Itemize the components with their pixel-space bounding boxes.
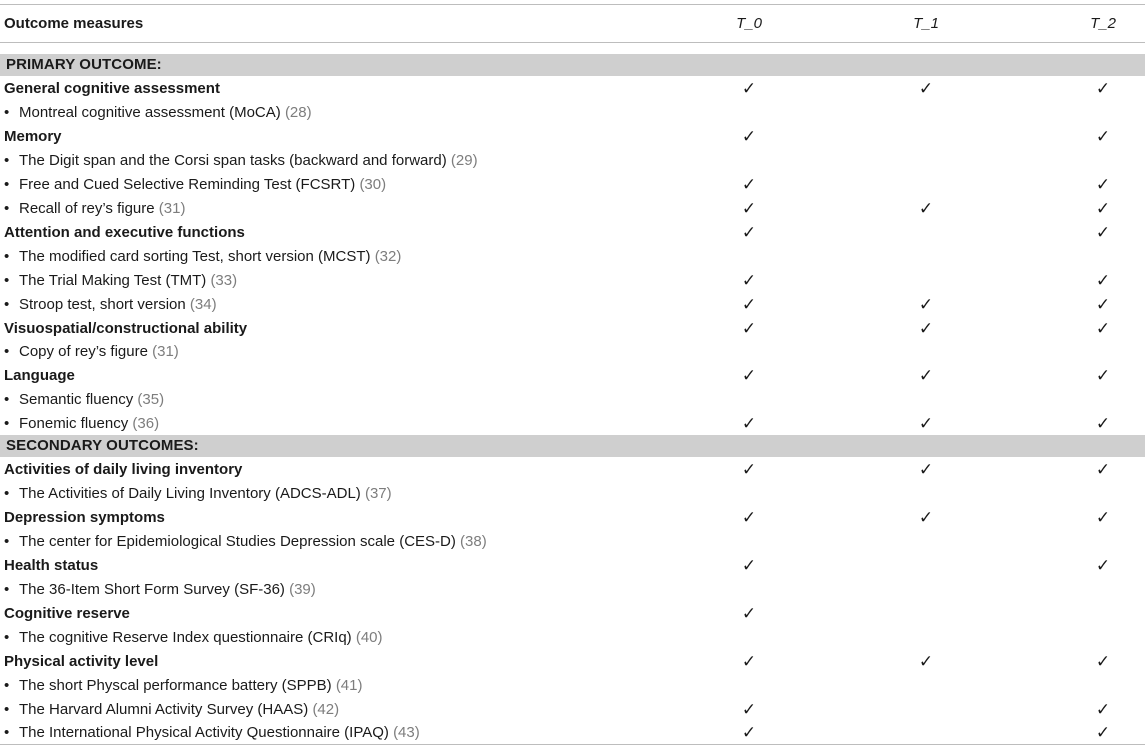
bullet-icon: • [4, 199, 10, 217]
measure-row [0, 246, 1145, 270]
section-title: SECONDARY OUTCOMES: [6, 437, 199, 454]
reference-number: (33) [210, 271, 238, 289]
measure-label [4, 272, 237, 289]
reference-number: (39) [289, 580, 316, 598]
checkmark-icon: ✓ [1095, 222, 1111, 242]
label-text: Attention and executive functions [4, 223, 245, 241]
checkmark-icon: ✓ [918, 366, 934, 386]
measure-label [4, 724, 420, 741]
checkmark-icon: ✓ [741, 198, 757, 218]
bullet-icon: • [4, 175, 10, 193]
measure-row [0, 389, 1145, 413]
checkmark-icon: ✓ [741, 79, 757, 98]
bullet-icon: • [4, 700, 10, 718]
category-label [4, 128, 62, 145]
label-text: Physical activity level [4, 652, 159, 670]
category-row [0, 603, 1145, 627]
measure-row [0, 413, 1145, 437]
label-text: The cognitive Reserve Index questionnaire (CRIq) [19, 628, 352, 646]
reference-number: (41) [335, 676, 363, 694]
measure-label [4, 152, 478, 169]
category-row [0, 318, 1145, 342]
checkmark-icon: ✓ [1095, 414, 1111, 434]
measure-label [4, 415, 159, 432]
label-text: Stroop test, short version [19, 295, 186, 313]
measure-row [0, 294, 1145, 318]
category-row [0, 459, 1145, 483]
measure-label [4, 629, 383, 646]
checkmark-icon: ✓ [1095, 699, 1111, 719]
bullet-icon: • [4, 103, 10, 121]
measure-row [0, 174, 1145, 198]
bullet-icon: • [4, 151, 10, 169]
checkmark-icon: ✓ [1095, 723, 1111, 743]
category-row [0, 651, 1145, 675]
measure-row [0, 627, 1145, 651]
bullet-icon: • [4, 628, 10, 646]
measure-row [0, 102, 1145, 126]
label-text: Montreal cognitive assessment (MoCA) [19, 103, 281, 121]
checkmark-icon: ✓ [741, 126, 757, 146]
label-text: Memory [4, 127, 62, 145]
category-row [0, 222, 1145, 246]
measure-label [4, 104, 312, 121]
label-text: The center for Epidemiological Studies Depression scale (CES-D) [19, 532, 456, 550]
reference-number: (40) [355, 628, 383, 646]
checkmark-icon: ✓ [1095, 651, 1111, 671]
checkmark-icon: ✓ [1095, 366, 1111, 386]
reference-number: (29) [450, 151, 478, 169]
reference-number: (31) [158, 199, 186, 217]
checkmark-icon: ✓ [1095, 174, 1111, 194]
reference-number: (30) [359, 175, 387, 193]
measure-row [0, 483, 1145, 507]
category-row [0, 555, 1145, 579]
table-header-row [0, 6, 1145, 42]
category-label [4, 605, 130, 622]
checkmark-icon: ✓ [918, 318, 934, 338]
reference-number: (34) [189, 295, 217, 313]
measure-label [4, 485, 392, 502]
measure-row [0, 675, 1145, 699]
label-text: Free and Cued Selective Reminding Test (FCSRT) [19, 175, 356, 193]
measure-row [0, 722, 1145, 746]
checkmark-icon: ✓ [918, 198, 934, 218]
checkmark-icon: ✓ [1095, 270, 1111, 290]
checkmark-icon: ✓ [1095, 460, 1111, 479]
label-text: Language [4, 367, 75, 385]
bullet-icon: • [4, 724, 10, 742]
measure-label [4, 296, 217, 313]
checkmark-icon: ✓ [918, 460, 934, 479]
checkmark-icon: ✓ [741, 318, 757, 338]
checkmark-icon: ✓ [741, 294, 757, 314]
measure-label [4, 176, 386, 193]
section-header [0, 435, 1145, 457]
bullet-icon: • [4, 415, 10, 433]
bullet-icon: • [4, 391, 10, 409]
checkmark-icon: ✓ [918, 651, 934, 671]
checkmark-icon: ✓ [918, 79, 934, 98]
checkmark-icon: ✓ [1095, 507, 1111, 527]
checkmark-icon: ✓ [1095, 126, 1111, 146]
measure-label [4, 343, 179, 360]
checkmark-icon: ✓ [741, 174, 757, 194]
category-row [0, 78, 1145, 102]
category-label [4, 367, 75, 384]
category-label [4, 224, 245, 241]
checkmark-icon: ✓ [918, 414, 934, 434]
bullet-icon: • [4, 247, 10, 265]
reference-number: (42) [312, 700, 340, 718]
label-text: The Trial Making Test (TMT) [19, 271, 207, 289]
reference-number: (36) [132, 415, 160, 433]
reference-number: (32) [374, 247, 402, 265]
label-text: The Activities of Daily Living Inventory (ADCS-ADL) [19, 484, 361, 502]
label-text: Fonemic fluency [19, 415, 129, 433]
table-top-rule [0, 4, 1145, 5]
label-text: The short Physcal performance battery (SPPB) [19, 676, 332, 694]
checkmark-icon: ✓ [741, 555, 757, 575]
checkmark-icon: ✓ [1095, 318, 1111, 338]
header-t1: T_1 [913, 15, 939, 32]
label-text: The modified card sorting Test, short version (MCST) [19, 247, 371, 265]
label-text: The Harvard Alumni Activity Survey (HAAS) [19, 700, 309, 718]
bullet-icon: • [4, 580, 10, 598]
reference-number: (37) [364, 484, 392, 502]
measure-row [0, 270, 1145, 294]
label-text: Health status [4, 556, 99, 574]
measure-label [4, 200, 185, 217]
header-t2: T_2 [1090, 15, 1116, 32]
category-label [4, 653, 158, 670]
bullet-icon: • [4, 484, 10, 502]
label-text: Activities of daily living inventory [4, 461, 243, 478]
label-text: The 36-Item Short Form Survey (SF-36) [19, 580, 285, 598]
reference-number: (38) [460, 532, 487, 550]
checkmark-icon: ✓ [741, 414, 757, 434]
checkmark-icon: ✓ [1095, 555, 1111, 575]
label-text: Semantic fluency [19, 391, 134, 409]
measure-row [0, 341, 1145, 365]
checkmark-icon: ✓ [918, 507, 934, 527]
category-label [4, 320, 247, 337]
bullet-icon: • [4, 295, 10, 313]
checkmark-icon: ✓ [741, 222, 757, 242]
category-label [4, 557, 98, 574]
label-text: Copy of rey’s figure [19, 343, 148, 361]
bullet-icon: • [4, 676, 10, 694]
checkmark-icon: ✓ [741, 366, 757, 386]
measure-label [4, 677, 363, 694]
checkmark-icon: ✓ [741, 270, 757, 290]
label-text: Depression symptoms [4, 508, 165, 526]
category-row [0, 507, 1145, 531]
measure-row [0, 699, 1145, 723]
label-text: Recall of rey’s figure [19, 199, 155, 217]
reference-number: (28) [284, 103, 312, 121]
measure-label [4, 533, 487, 550]
category-row [0, 126, 1145, 150]
measure-row [0, 150, 1145, 174]
bullet-icon: • [4, 343, 10, 361]
label-text: Visuospatial/constructional ability [4, 319, 248, 337]
measure-row [0, 531, 1145, 555]
checkmark-icon: ✓ [741, 651, 757, 671]
reference-number: (35) [137, 391, 165, 409]
reference-number: (31) [152, 343, 179, 361]
label-text: Cognitive reserve [4, 604, 130, 622]
header-outcome-measures: Outcome measures [4, 15, 144, 32]
category-label [4, 509, 165, 526]
checkmark-icon: ✓ [741, 507, 757, 527]
checkmark-icon: ✓ [918, 294, 934, 314]
reference-number: (43) [393, 724, 420, 742]
checkmark-icon: ✓ [1095, 294, 1111, 314]
measure-label [4, 248, 401, 265]
measure-label [4, 701, 339, 718]
section-title: PRIMARY OUTCOME: [6, 56, 162, 73]
checkmark-icon: ✓ [1095, 198, 1111, 218]
checkmark-icon: ✓ [1095, 79, 1111, 98]
checkmark-icon: ✓ [741, 460, 757, 479]
section-header [0, 54, 1145, 76]
bullet-icon: • [4, 271, 10, 289]
category-label [4, 461, 242, 478]
measure-row [0, 579, 1145, 603]
measure-label [4, 391, 164, 408]
category-label [4, 80, 220, 97]
checkmark-icon: ✓ [741, 699, 757, 719]
category-row [0, 365, 1145, 389]
label-text: The International Physical Activity Questionnaire (IPAQ) [19, 724, 389, 742]
bullet-icon: • [4, 532, 10, 550]
label-text: General cognitive assessment [4, 80, 220, 97]
label-text: The Digit span and the Corsi span tasks (backward and forward) [19, 151, 447, 169]
checkmark-icon: ✓ [741, 723, 757, 743]
checkmark-icon: ✓ [741, 603, 757, 623]
header-t0: T_0 [736, 15, 762, 32]
header-bottom-rule [0, 42, 1145, 43]
measure-label [4, 581, 316, 598]
measure-row [0, 198, 1145, 222]
